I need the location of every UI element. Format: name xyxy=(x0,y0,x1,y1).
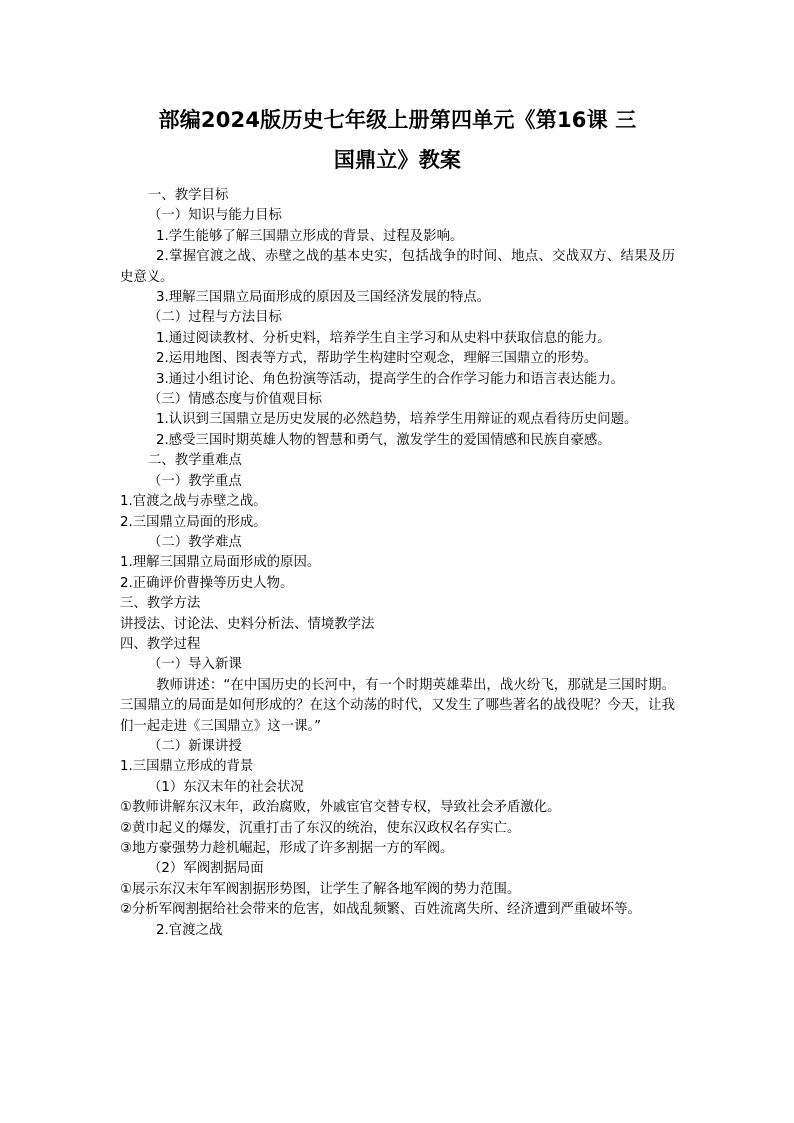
paragraph: 四、教学过程 xyxy=(120,636,201,652)
paragraph: （二）过程与方法目标 xyxy=(148,310,282,326)
paragraph: 二、教学重难点 xyxy=(148,453,242,469)
paragraph: ③地方豪强势力趁机崛起，形成了许多割据一方的军阀。 xyxy=(120,841,454,856)
paragraph: 1.官渡之战与赤壁之战。 xyxy=(120,494,267,510)
paragraph: 1.三国鼎立形成的背景 xyxy=(120,759,254,775)
paragraph: （二）教学难点 xyxy=(148,534,242,550)
paragraph: 2.运用地图、图表等方式，帮助学生构建时空观念，理解三国鼎立的形势。 xyxy=(156,351,598,367)
paragraph: 教师讲述：“在中国历史的长河中，有一个时期英雄辈出，战火纷飞，那就是三国时期。三国鼎立的局面是如何形成的？在这个动荡的时代，又发生了哪些著名的战役呢？今天，让我们一起走进《三国鼎立》这一课。” xyxy=(120,677,675,734)
paragraph: 1.理解三国鼎立局面形成的原因。 xyxy=(120,555,321,571)
paragraph: 1.学生能够了解三国鼎立形成的背景、过程及影响。 xyxy=(156,228,464,244)
title-line-2: 国鼎立》教案 xyxy=(333,148,462,172)
paragraph: 3.理解三国鼎立局面形成的原因及三国经济发展的特点。 xyxy=(156,290,491,306)
paragraph: ②黄巾起义的爆发，沉重打击了东汉的统治，使东汉政权名存实亡。 xyxy=(120,820,521,836)
paragraph: 2.官渡之战 xyxy=(156,922,223,938)
document-page xyxy=(120,100,675,941)
paragraph: （三）情感态度与价值观目标 xyxy=(148,392,323,408)
title-line-1: 部编2024版历史七年级上册第四单元《第16课 三 xyxy=(158,108,637,132)
paragraph: 三、教学方法 xyxy=(120,596,201,612)
paragraph: （二）新课讲授 xyxy=(148,738,242,754)
paragraph: （1）东汉末年的社会状况 xyxy=(148,779,304,795)
paragraph: 1.认识到三国鼎立是历史发展的必然趋势，培养学生用辩证的观点看待历史问题。 xyxy=(156,412,638,428)
paragraph: 一、教学目标 xyxy=(148,188,229,203)
paragraph: 讲授法、讨论法、史料分析法、情境教学法 xyxy=(120,616,375,632)
document-title xyxy=(120,100,675,180)
paragraph: 3.通过小组讨论、角色扮演等活动，提高学生的合作学习能力和语言表达能力。 xyxy=(156,371,625,387)
paragraph: 2.三国鼎立局面的形成。 xyxy=(120,514,267,530)
paragraph: 2.感受三国时期英雄人物的智慧和勇气，激发学生的爱国情感和民族自豪感。 xyxy=(156,432,611,448)
paragraph: ①展示东汉末年军阀割据形势图，让学生了解各地军阀的势力范围。 xyxy=(120,881,521,897)
paragraph: （一）教学重点 xyxy=(148,473,242,489)
paragraph: 2.正确评价曹操等历史人物。 xyxy=(120,575,294,591)
paragraph: ①教师讲解东汉末年，政治腐败，外戚宦官交替专权，导致社会矛盾激化。 xyxy=(120,800,561,816)
paragraph: 2.掌握官渡之战、赤壁之战的基本史实，包括战争的时间、地点、交战双方、结果及历史意义。 xyxy=(120,249,675,285)
paragraph: （一）知识与能力目标 xyxy=(148,208,282,224)
document-body xyxy=(120,186,675,941)
paragraph: （一）导入新课 xyxy=(148,657,242,673)
paragraph: 1.通过阅读教材、分析史料，培养学生自主学习和从史料中获取信息的能力。 xyxy=(156,330,611,346)
paragraph: ②分析军阀割据给社会带来的危害，如战乱频繁、百姓流离失所、经济遭到严重破坏等。 xyxy=(120,902,641,918)
paragraph: （2）军阀割据局面 xyxy=(148,861,264,877)
